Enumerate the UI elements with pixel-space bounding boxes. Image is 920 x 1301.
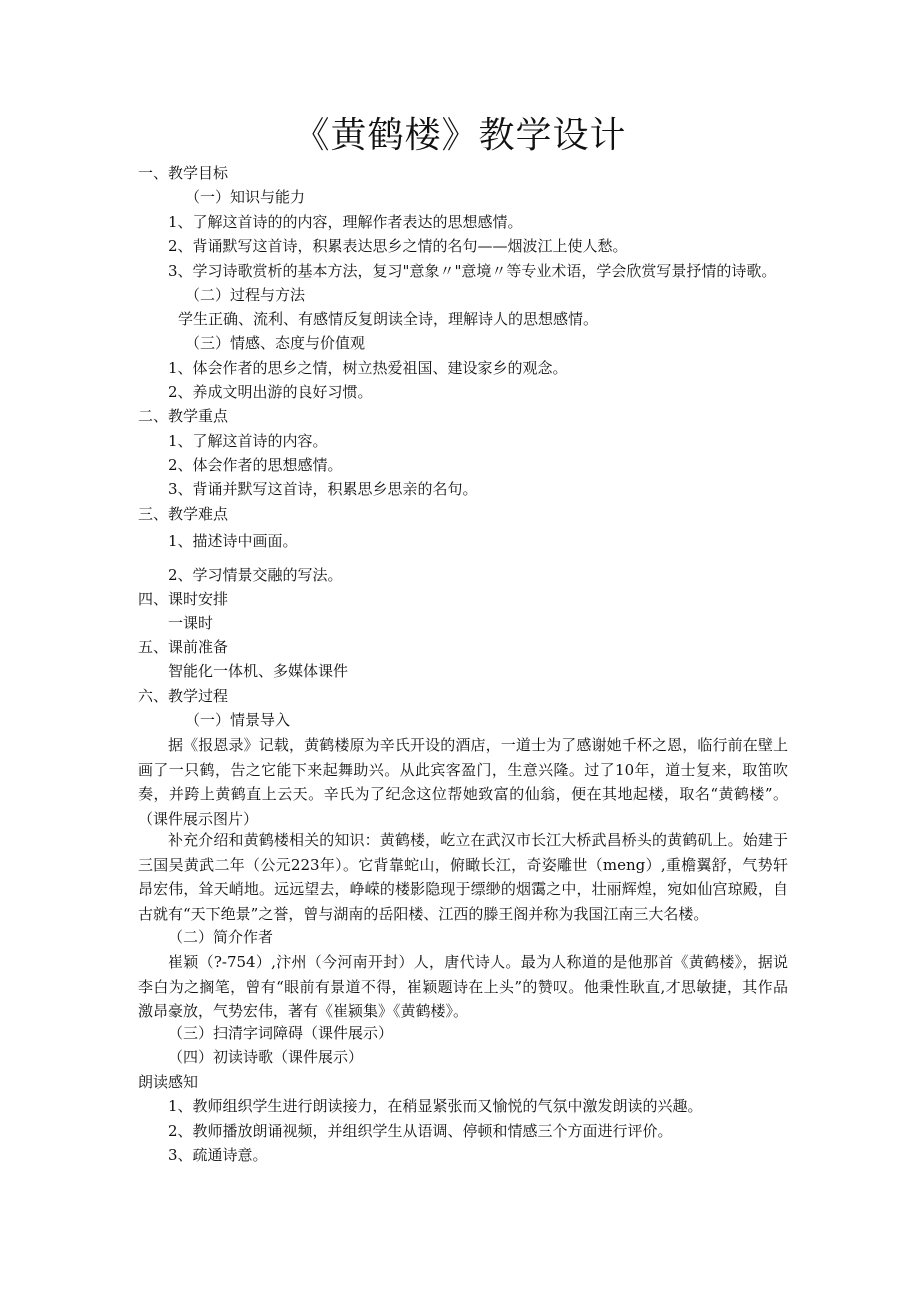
subheading-process-method: （二）过程与方法: [185, 286, 306, 304]
process-method-text: 学生正确、流利、有感情反复朗读全诗，理解诗人的思想感情。: [178, 310, 599, 328]
section-heading-difficulties: 三、教学难点: [138, 505, 229, 523]
document-title: 《黄鹤楼》教学设计: [293, 115, 627, 156]
list-item: 2、体会作者的思想感情。: [168, 456, 343, 474]
list-item: 1、描述诗中画面。: [168, 532, 298, 550]
list-item: 2、养成文明出游的良好习惯。: [168, 383, 373, 401]
section-heading-schedule: 四、课时安排: [138, 590, 229, 608]
list-item: 2、教师播放朗诵视频，并组织学生从语调、停顿和情感三个方面进行评价。: [168, 1122, 673, 1140]
subheading-vocab: （三）扫清字词障碍（课件展示）: [168, 1024, 394, 1042]
list-item: 3、疏通诗意。: [168, 1146, 268, 1164]
subheading-intro: （一）情景导入: [185, 711, 291, 729]
reading-heading: 朗读感知: [138, 1073, 199, 1091]
subheading-author: （二）简介作者: [168, 928, 274, 946]
author-paragraph: 崔颖（?-754）,汴州（今河南开封）人，唐代诗人。最为人称道的是他那首《黄鹤楼》，据说李白为之搁笔，曾有“眼前有景道不得，崔颖题诗在上头”的赞叹。他秉性耿直,才思敏捷，其作品激昂豪放，气势宏伟，著有《崔颍集》《黄鹤楼》。: [138, 953, 788, 1020]
list-item: 2、背诵默写这首诗，积累表达思乡之情的名句——烟波江上使人愁。: [168, 237, 628, 255]
list-item: 1、体会作者的思乡之情，树立热爱祖国、建设家乡的观念。: [168, 359, 568, 377]
list-item: 2、学习情景交融的写法。: [168, 566, 343, 584]
section-heading-key-points: 二、教学重点: [138, 407, 229, 425]
section-heading-prep: 五、课前准备: [138, 638, 229, 656]
section-heading-process: 六、教学过程: [138, 687, 229, 705]
subheading-emotion: （三）情感、态度与价值观: [185, 334, 366, 352]
background-paragraph: 补充介绍和黄鹤楼相关的知识：黄鹤楼，屹立在武汉市长江大桥武昌桥头的黄鹤矶上。始建于三国吴黄武二年（公元223年）。它背靠蛇山，俯瞰长江，奇姿雕世（meng）,重檐翼舒，气势轩昂宏伟，耸天峭地。远远望去，峥嵘的楼影隐现于缥缈的烟霭之中，壮丽辉煌，宛如仙宫琼殿，自古就有“天下绝景”之誉，曾与湖南的岳阳楼、江西的滕王阁并称为我国江南三大名楼。: [138, 831, 788, 923]
intro-paragraph: 据《报恩录》记载，黄鹤楼原为辛氏开设的酒店，一道士为了感谢她千杯之恩，临行前在壁上画了一只鹤，告之它能下来起舞助兴。从此宾客盈门，生意兴隆。过了10年，道士复来，取笛吹奏，并跨上黄鹤直上云天。辛氏为了纪念这位帮她致富的仙翁，便在其地起楼，取名“黄鹤楼”。（课件展示图片）: [138, 736, 788, 828]
list-item: 1、了解这首诗的的内容，理解作者表达的思想感情。: [168, 213, 523, 231]
list-item: 1、教师组织学生进行朗读接力，在稍显紧张而又愉悦的气氛中激发朗读的兴趣。: [168, 1097, 703, 1115]
list-item: 1、了解这首诗的内容。: [168, 432, 328, 450]
schedule-text: 一课时: [168, 614, 214, 632]
list-item: 3、背诵并默写这首诗，积累思乡思亲的名句。: [168, 480, 478, 498]
subheading-first-read: （四）初读诗歌（课件展示）: [168, 1048, 364, 1066]
section-heading-goals: 一、教学目标: [138, 164, 229, 182]
list-item: 3、学习诗歌赏析的基本方法，复习"意象〃"意境〃等专业术语，学会欣赏写景抒情的诗歌。: [168, 262, 777, 280]
subheading-knowledge: （一）知识与能力: [185, 188, 306, 206]
prep-text: 智能化一体机、多媒体课件: [168, 662, 349, 680]
